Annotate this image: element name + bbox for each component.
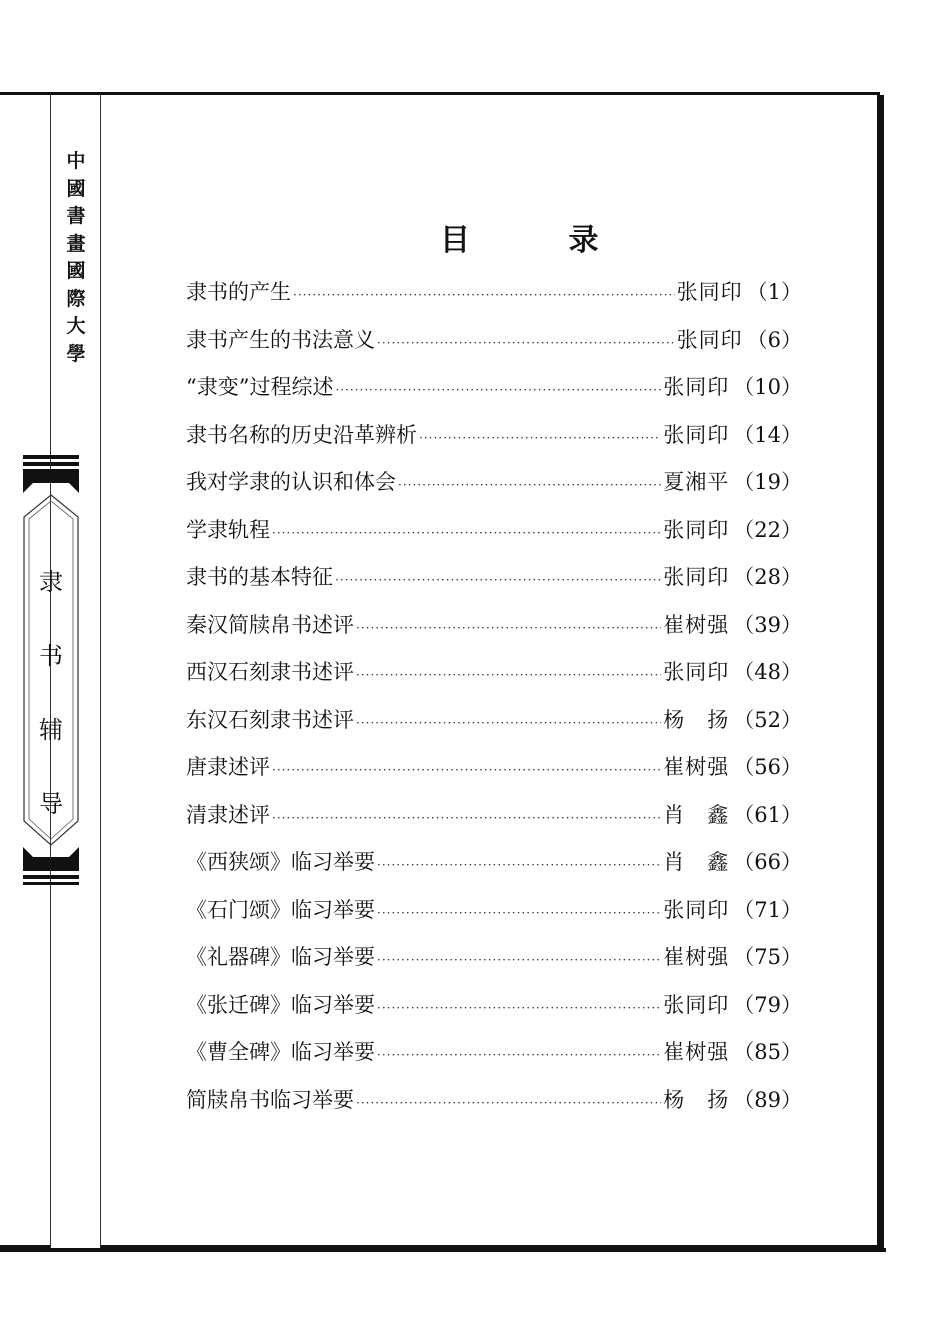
toc-entry-author: 崔树强 bbox=[663, 612, 730, 637]
toc-entry-page: （10） bbox=[733, 375, 802, 399]
toc-leader-dots bbox=[335, 383, 661, 397]
toc-leader-dots bbox=[356, 668, 661, 682]
toc-entry-title: 西汉石刻隶书述评 bbox=[186, 660, 354, 684]
toc-leader-dots bbox=[356, 621, 661, 635]
spine-badge bbox=[20, 455, 82, 885]
toc-entry-page: （22） bbox=[733, 517, 802, 542]
badge-bottom-cap bbox=[23, 847, 79, 871]
toc-leader-dots bbox=[377, 953, 661, 967]
toc-leader-dots bbox=[293, 288, 675, 302]
toc-entry-title: 简牍帛书临习举要 bbox=[186, 1087, 354, 1112]
toc-leader-dots bbox=[272, 763, 661, 777]
toc-entry-title: 隶书产生的书法意义 bbox=[186, 327, 375, 352]
toc-entry-author: 张同印 bbox=[676, 327, 743, 352]
toc-entry[interactable] bbox=[186, 466, 802, 514]
toc-entry[interactable] bbox=[186, 324, 802, 372]
spine-char: 書 bbox=[66, 205, 86, 227]
toc-entry-title: 唐隶述评 bbox=[186, 755, 270, 779]
spine-vertical-title bbox=[62, 148, 90, 368]
toc-leader-dots bbox=[272, 526, 661, 540]
toc-entry-title: 隶书的产生 bbox=[186, 280, 291, 304]
toc-entry-page: （61） bbox=[733, 802, 802, 827]
toc-leader-dots bbox=[356, 716, 661, 730]
spine-char: 學 bbox=[66, 342, 86, 365]
toc-entry-page: （48） bbox=[733, 660, 802, 684]
table-of-contents bbox=[186, 276, 802, 1131]
toc-entry[interactable] bbox=[186, 751, 802, 799]
toc-entry-page: （6） bbox=[746, 327, 802, 352]
toc-entry-page: （71） bbox=[733, 897, 802, 922]
toc-entry-page: （79） bbox=[733, 992, 802, 1017]
toc-entry-title: 《曹全碑》临习举要 bbox=[186, 1040, 375, 1064]
toc-entry[interactable] bbox=[186, 419, 802, 467]
toc-entry[interactable] bbox=[186, 1036, 802, 1084]
toc-entry[interactable] bbox=[186, 941, 802, 989]
toc-entry-page: （39） bbox=[733, 612, 802, 637]
toc-entry[interactable] bbox=[186, 894, 802, 942]
toc-entry-author: 崔树强 bbox=[663, 945, 730, 969]
toc-entry-title: “隶变”过程综述 bbox=[186, 375, 334, 399]
toc-leader-dots bbox=[377, 1001, 661, 1015]
toc-leader-dots bbox=[356, 1096, 661, 1110]
badge-char: 辅 bbox=[39, 716, 63, 744]
badge-char: 导 bbox=[39, 790, 63, 818]
spine-char: 國 bbox=[66, 260, 86, 282]
toc-entry-title: 隶书名称的历史沿革辨析 bbox=[186, 422, 417, 447]
badge-top-cap bbox=[23, 469, 79, 493]
toc-entry[interactable] bbox=[186, 276, 802, 324]
toc-entry-page: （89） bbox=[733, 1087, 802, 1112]
spine-char: 國 bbox=[66, 177, 86, 200]
toc-entry[interactable] bbox=[186, 609, 802, 657]
toc-entry-title: 东汉石刻隶书述评 bbox=[186, 707, 354, 732]
toc-entry[interactable] bbox=[186, 371, 802, 419]
toc-entry[interactable] bbox=[186, 561, 802, 609]
spine-char: 畫 bbox=[66, 232, 86, 255]
toc-entry-title: 《礼器碑》临习举要 bbox=[186, 945, 375, 969]
toc-entry-author: 夏湘平 bbox=[663, 470, 730, 494]
spine-char: 大 bbox=[66, 315, 86, 337]
toc-entry-author: 杨 扬 bbox=[663, 1087, 730, 1112]
toc-leader-dots bbox=[398, 478, 661, 492]
toc-entry[interactable] bbox=[186, 656, 802, 704]
toc-leader-dots bbox=[377, 336, 675, 350]
badge-bar-bottom bbox=[23, 875, 79, 879]
toc-entry-title: 学隶轨程 bbox=[186, 517, 270, 542]
toc-entry-author: 杨 扬 bbox=[663, 707, 730, 732]
toc-entry-title: 隶书的基本特征 bbox=[186, 565, 333, 589]
toc-entry-author: 崔树强 bbox=[663, 1040, 730, 1064]
toc-entry-author: 张同印 bbox=[663, 897, 730, 922]
toc-leader-dots bbox=[377, 858, 661, 872]
toc-entry[interactable] bbox=[186, 704, 802, 752]
toc-entry-title: 《张迁碑》临习举要 bbox=[186, 992, 375, 1017]
toc-entry-author: 张同印 bbox=[663, 375, 730, 399]
toc-leader-dots bbox=[377, 1048, 661, 1062]
toc-entry-author: 肖 鑫 bbox=[663, 802, 730, 827]
spine-char: 中 bbox=[66, 150, 86, 172]
toc-entry-page: （1） bbox=[746, 280, 802, 304]
badge-bar-bottom2 bbox=[23, 882, 79, 885]
toc-entry-author: 崔树强 bbox=[663, 755, 730, 779]
toc-entry-page: （56） bbox=[733, 755, 802, 779]
badge-title bbox=[20, 545, 82, 841]
toc-entry[interactable] bbox=[186, 1084, 802, 1132]
toc-leader-dots bbox=[272, 811, 661, 825]
toc-leader-dots bbox=[377, 906, 661, 920]
frame-shadow-bottom bbox=[0, 1248, 886, 1252]
toc-entry-page: （66） bbox=[733, 850, 802, 874]
toc-entry-title: 《西狭颂》临习举要 bbox=[186, 850, 375, 874]
toc-entry-author: 张同印 bbox=[663, 565, 730, 589]
toc-entry[interactable] bbox=[186, 846, 802, 894]
toc-entry-title: 秦汉简牍帛书述评 bbox=[186, 612, 354, 637]
toc-entry-author: 张同印 bbox=[676, 280, 743, 304]
page-title: 目 录 bbox=[440, 223, 643, 258]
toc-entry-page: （75） bbox=[733, 945, 802, 969]
badge-char: 书 bbox=[39, 642, 63, 670]
toc-entry-page: （85） bbox=[733, 1040, 802, 1064]
toc-leader-dots bbox=[335, 573, 661, 587]
toc-entry[interactable] bbox=[186, 799, 802, 847]
toc-entry-title: 清隶述评 bbox=[186, 802, 270, 827]
toc-entry-author: 张同印 bbox=[663, 992, 730, 1017]
toc-entry-page: （52） bbox=[733, 707, 802, 732]
frame-shadow-right bbox=[880, 95, 884, 1252]
toc-entry[interactable] bbox=[186, 514, 802, 562]
toc-entry-author: 张同印 bbox=[663, 517, 730, 542]
toc-entry-author: 张同印 bbox=[663, 660, 730, 684]
badge-char: 隶 bbox=[39, 568, 63, 596]
toc-entry[interactable] bbox=[186, 989, 802, 1037]
toc-entry-title: 我对学隶的认识和体会 bbox=[186, 470, 396, 494]
toc-leader-dots bbox=[419, 431, 661, 445]
toc-entry-title: 《石门颂》临习举要 bbox=[186, 897, 375, 922]
toc-entry-author: 肖 鑫 bbox=[663, 850, 730, 874]
toc-entry-author: 张同印 bbox=[663, 422, 730, 447]
spine-char: 際 bbox=[66, 287, 86, 310]
toc-entry-page: （28） bbox=[733, 565, 802, 589]
toc-entry-page: （19） bbox=[733, 470, 802, 494]
spine-border-right bbox=[100, 95, 101, 1248]
toc-entry-page: （14） bbox=[733, 422, 802, 447]
